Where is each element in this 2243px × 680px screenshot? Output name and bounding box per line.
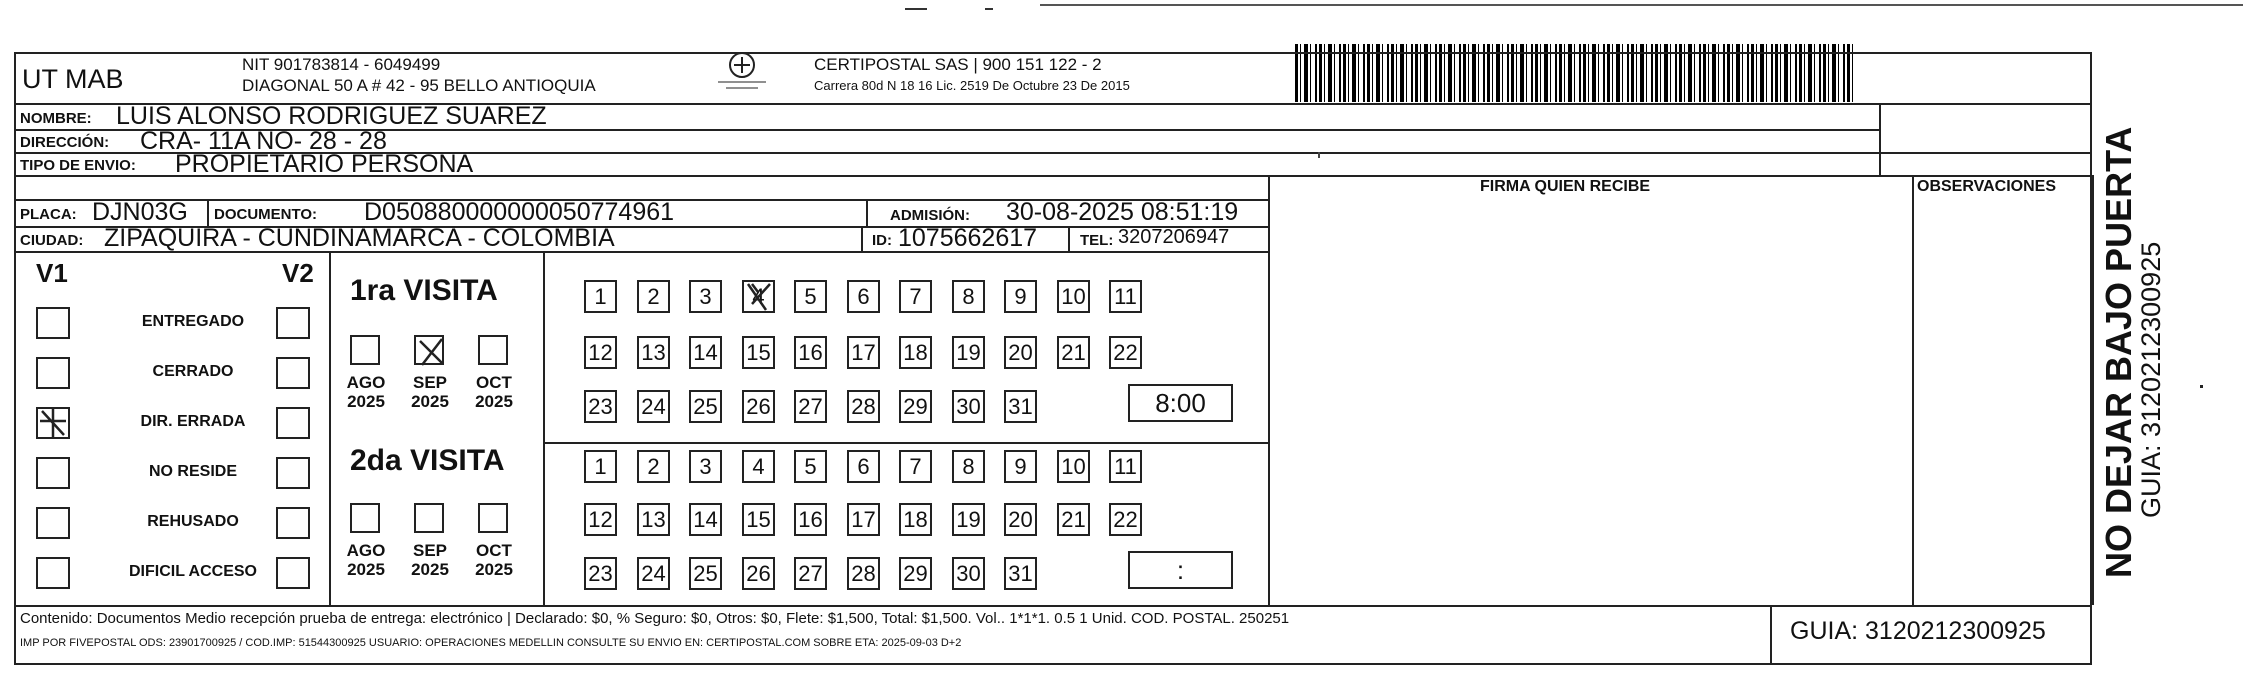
company-nit: NIT 901783814 - 6049499	[242, 55, 441, 74]
carrier-name: CERTIPOSTAL SAS | 900 151 122 - 2	[814, 55, 1102, 74]
month-checkbox[interactable]	[478, 503, 508, 533]
tel-value: 3207206947	[1118, 226, 1230, 248]
day-box[interactable]: 28	[847, 390, 880, 423]
day-box[interactable]: 15	[742, 336, 775, 369]
day-box[interactable]: 9	[1004, 450, 1037, 483]
day-box[interactable]: 12	[584, 336, 617, 369]
admision-label: ADMISIÓN:	[890, 207, 970, 224]
time-box[interactable]: :	[1128, 551, 1233, 589]
day-box[interactable]: 31	[1004, 390, 1037, 423]
day-box[interactable]: 4	[742, 450, 775, 483]
day-box[interactable]: 20	[1004, 503, 1037, 536]
nombre-label: NOMBRE:	[20, 110, 92, 127]
status-label: REHUSADO	[147, 513, 239, 530]
day-box[interactable]: 2	[637, 450, 670, 483]
side-warning: NO DEJAR BAJO PUERTA	[2098, 126, 2139, 578]
v2-label: V2	[282, 258, 314, 288]
day-box[interactable]: 16	[794, 336, 827, 369]
day-box[interactable]: 12	[584, 503, 617, 536]
day-box[interactable]: 18	[899, 336, 932, 369]
month-label: SEP 2025	[411, 373, 449, 411]
observaciones-header: OBSERVACIONES	[1917, 178, 2056, 195]
day-box[interactable]: 10	[1057, 280, 1090, 313]
day-box[interactable]: 6	[847, 450, 880, 483]
day-box[interactable]: 1	[584, 450, 617, 483]
day-box[interactable]: 3	[689, 280, 722, 313]
v2-checkbox[interactable]	[276, 557, 310, 589]
day-box[interactable]: 6	[847, 280, 880, 313]
v1-checkbox[interactable]	[36, 557, 70, 589]
day-box[interactable]: 24	[637, 557, 670, 590]
company-name: UT MAB	[22, 64, 124, 94]
documento-label: DOCUMENTO:	[214, 206, 318, 223]
day-box[interactable]: 17	[847, 503, 880, 536]
day-box[interactable]: 29	[899, 557, 932, 590]
day-box[interactable]: 8	[952, 280, 985, 313]
day-box[interactable]: 30	[952, 390, 985, 423]
day-box[interactable]: 11	[1109, 450, 1142, 483]
tipo-label: TIPO DE ENVIO:	[20, 157, 136, 174]
v1-checkbox[interactable]	[36, 507, 70, 539]
day-box[interactable]: 22	[1109, 336, 1142, 369]
ciudad-value: ZIPAQUIRA - CUNDINAMARCA - COLOMBIA	[104, 224, 615, 252]
day-box[interactable]: 1	[584, 280, 617, 313]
month-label: AGO 2025	[346, 541, 386, 579]
v2-checkbox[interactable]	[276, 407, 310, 439]
month-checkbox[interactable]	[414, 335, 444, 365]
v1-checkbox[interactable]	[36, 307, 70, 339]
day-box[interactable]: 24	[637, 390, 670, 423]
placa-value: DJN03G	[92, 198, 188, 226]
month-checkbox[interactable]	[414, 503, 444, 533]
day-box[interactable]: 8	[952, 450, 985, 483]
day-box[interactable]: 11	[1109, 280, 1142, 313]
company-address: DIAGONAL 50 A # 42 - 95 BELLO ANTIOQUIA	[242, 76, 596, 95]
status-label: DIFICIL ACCESO	[128, 563, 257, 580]
day-box[interactable]: 5	[794, 280, 827, 313]
v1-label: V1	[36, 258, 68, 288]
status-label: CERRADO	[152, 363, 234, 380]
day-box[interactable]: 7	[899, 280, 932, 313]
id-value: 1075662617	[898, 224, 1038, 252]
side-guia: GUIA: 3120212300925	[2136, 241, 2166, 518]
footer-guia: GUIA: 3120212300925	[1790, 617, 2046, 645]
day-box[interactable]: 28	[847, 557, 880, 590]
v1-checkbox[interactable]	[36, 357, 70, 389]
footer-imp: IMP POR FIVEPOSTAL ODS: 23901700925 / COD.IMP: 51544300925 USUARIO: OPERACIONES MEDELLIN CONSULTE SU ENVIO EN: CERTIPOSTAL.COM SOBRE ETA: 2025-09-03 D+2	[20, 637, 962, 649]
day-box[interactable]: 4	[742, 280, 775, 313]
day-box[interactable]: 19	[952, 336, 985, 369]
day-box[interactable]: 10	[1057, 450, 1090, 483]
month-checkbox[interactable]	[350, 503, 380, 533]
tel-label: TEL:	[1080, 232, 1114, 249]
documento-value: D050880000000050774961	[364, 198, 675, 226]
top-rule	[1040, 4, 2243, 6]
direccion-label: DIRECCIÓN:	[20, 134, 110, 151]
day-box[interactable]: 25	[689, 557, 722, 590]
day-box[interactable]: 2	[637, 280, 670, 313]
second-visit-title: 2da VISITA	[350, 444, 505, 477]
scan-dot	[2200, 385, 2203, 388]
day-box[interactable]: 27	[794, 557, 827, 590]
day-box[interactable]: 13	[637, 503, 670, 536]
v2-checkbox[interactable]	[276, 307, 310, 339]
v2-checkbox[interactable]	[276, 507, 310, 539]
scan-dot	[1318, 152, 1320, 158]
footer-contenido: Contenido: Documentos Medio recepción prueba de entrega: electrónico | Declarado: $0, % Seguro: $0, Otros: $0, Flete: $1,500, Total: $1,500. Vol.. 1*1*1. 0.5 1 Unid. COD. POSTAL. 250251	[20, 610, 1290, 627]
v2-checkbox[interactable]	[276, 457, 310, 489]
month-checkbox[interactable]	[478, 335, 508, 365]
top-mark	[905, 8, 927, 10]
v1-checkbox[interactable]	[36, 457, 70, 489]
day-box[interactable]: 16	[794, 503, 827, 536]
day-box[interactable]: 31	[1004, 557, 1037, 590]
day-box[interactable]: 21	[1057, 336, 1090, 369]
carrier-license: Carrera 80d N 18 16 Lic. 2519 De Octubre 23 De 2015	[814, 78, 1130, 93]
day-box[interactable]: 20	[1004, 336, 1037, 369]
day-box[interactable]: 7	[899, 450, 932, 483]
day-box[interactable]: 27	[794, 390, 827, 423]
day-box[interactable]: 21	[1057, 503, 1090, 536]
placa-label: PLACA:	[20, 206, 77, 223]
ciudad-label: CIUDAD:	[20, 232, 84, 249]
admision-value: 30-08-2025 08:51:19	[1006, 198, 1239, 226]
first-visit-title: 1ra VISITA	[350, 274, 498, 307]
day-box[interactable]: 26	[742, 390, 775, 423]
day-box[interactable]: 30	[952, 557, 985, 590]
month-label: SEP 2025	[411, 541, 449, 579]
v1-checkbox[interactable]	[36, 407, 70, 439]
day-box[interactable]: 26	[742, 557, 775, 590]
nombre-value: LUIS ALONSO RODRIGUEZ SUAREZ	[116, 102, 547, 130]
status-label: ENTREGADO	[141, 313, 245, 330]
month-checkbox[interactable]	[350, 335, 380, 365]
day-box[interactable]: 14	[689, 503, 722, 536]
day-box[interactable]: 13	[637, 336, 670, 369]
status-label: DIR. ERRADA	[140, 413, 246, 430]
v2-checkbox[interactable]	[276, 357, 310, 389]
direccion-value: CRA- 11A NO- 28 - 28	[140, 127, 387, 155]
day-box[interactable]: 5	[794, 450, 827, 483]
day-box[interactable]: 19	[952, 503, 985, 536]
day-box[interactable]: 9	[1004, 280, 1037, 313]
tipo-value: PROPIETARIO PERSONA	[175, 150, 474, 178]
day-box[interactable]: 29	[899, 390, 932, 423]
month-label: OCT 2025	[475, 541, 513, 579]
day-box[interactable]: 3	[689, 450, 722, 483]
day-box[interactable]: 15	[742, 503, 775, 536]
month-label: OCT 2025	[475, 373, 513, 411]
day-box[interactable]: 23	[584, 390, 617, 423]
day-box[interactable]: 18	[899, 503, 932, 536]
month-label: AGO 2025	[346, 373, 386, 411]
top-mark	[985, 8, 993, 10]
day-box[interactable]: 25	[689, 390, 722, 423]
day-box[interactable]: 14	[689, 336, 722, 369]
time-box[interactable]: 8:00	[1128, 384, 1233, 422]
id-label: ID:	[872, 232, 892, 249]
day-box[interactable]: 17	[847, 336, 880, 369]
firma-header: FIRMA QUIEN RECIBE	[1480, 178, 1651, 195]
status-label: NO RESIDE	[148, 463, 237, 480]
day-box[interactable]: 22	[1109, 503, 1142, 536]
day-box[interactable]: 23	[584, 557, 617, 590]
